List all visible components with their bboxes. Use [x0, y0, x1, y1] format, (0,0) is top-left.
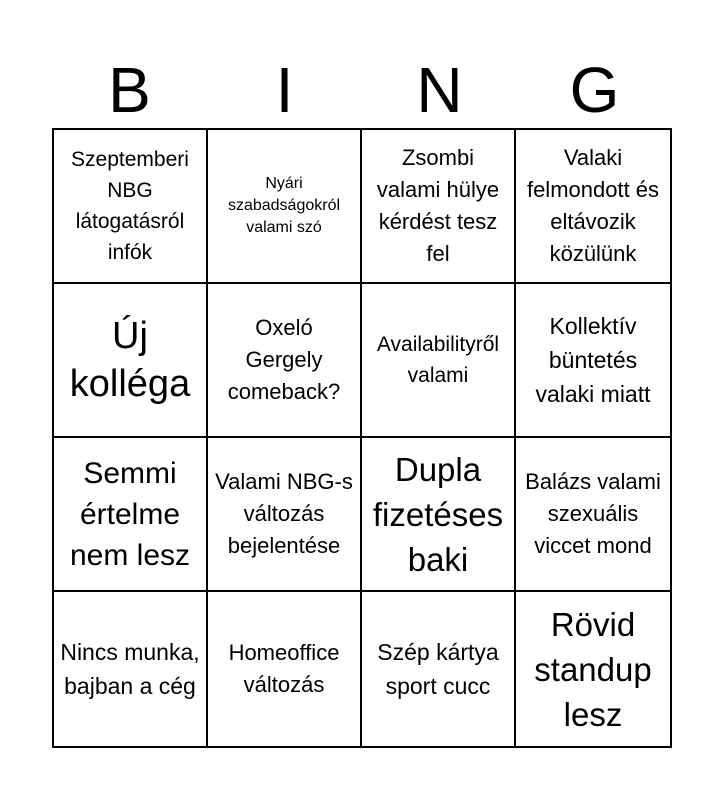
- bingo-cell-2[interactable]: [208, 130, 362, 284]
- bingo-cell-15[interactable]: [362, 592, 516, 746]
- bingo-cell-5[interactable]: [54, 284, 208, 438]
- bingo-cell-7[interactable]: [362, 284, 516, 438]
- bingo-cell-11[interactable]: [362, 438, 516, 592]
- cell-text: Dupla fizetéses baki: [372, 450, 504, 578]
- bingo-cell-13[interactable]: [54, 592, 208, 746]
- cell-text: Availabilityről valami: [376, 333, 500, 387]
- bingo-cell-16[interactable]: [516, 592, 670, 746]
- cell-text: Oxeló Gergely comeback?: [227, 315, 341, 404]
- bingo-grid: [52, 128, 672, 748]
- cell-text: Balázs valami szexuális viccet mond: [525, 469, 661, 558]
- cell-text: Zsombi valami hülye kérdést tesz fel: [376, 145, 500, 266]
- bingo-cell-14[interactable]: [208, 592, 362, 746]
- cell-text: Valaki felmondott és eltávozik közülünk: [526, 145, 660, 266]
- bingo-cell-10[interactable]: [208, 438, 362, 592]
- bingo-cell-3[interactable]: [362, 130, 516, 284]
- cell-text: Nincs munka, bajban a cég: [60, 639, 200, 699]
- bingo-cell-4[interactable]: [516, 130, 670, 284]
- cell-text: Szép kártya sport cucc: [377, 639, 499, 699]
- cell-text: Rövid standup lesz: [534, 605, 652, 733]
- bingo-cell-9[interactable]: [54, 438, 208, 592]
- cell-text: Valami NBG-s változás bejelentése: [215, 469, 353, 558]
- cell-text: Szeptemberi NBG látogatásról infók: [71, 148, 189, 264]
- cell-text: Új kolléga: [69, 315, 191, 405]
- bingo-cell-8[interactable]: [516, 284, 670, 438]
- bingo-cell-6[interactable]: [208, 284, 362, 438]
- cell-text: Kollektív büntetés valaki miatt: [535, 313, 651, 407]
- bingo-cell-1[interactable]: [54, 130, 208, 284]
- bingo-header: [52, 52, 672, 128]
- header-letter-b: B: [108, 54, 151, 126]
- cell-text: Nyári szabadságokról valami szó: [227, 175, 341, 236]
- header-letter-i: I: [275, 54, 294, 126]
- bingo-cell-12[interactable]: [516, 438, 670, 592]
- header-letter-n: N: [416, 54, 463, 126]
- cell-text: Homeoffice változás: [228, 640, 340, 697]
- cell-text: Semmi értelme nem lesz: [69, 456, 191, 572]
- header-letter-g: G: [569, 54, 620, 126]
